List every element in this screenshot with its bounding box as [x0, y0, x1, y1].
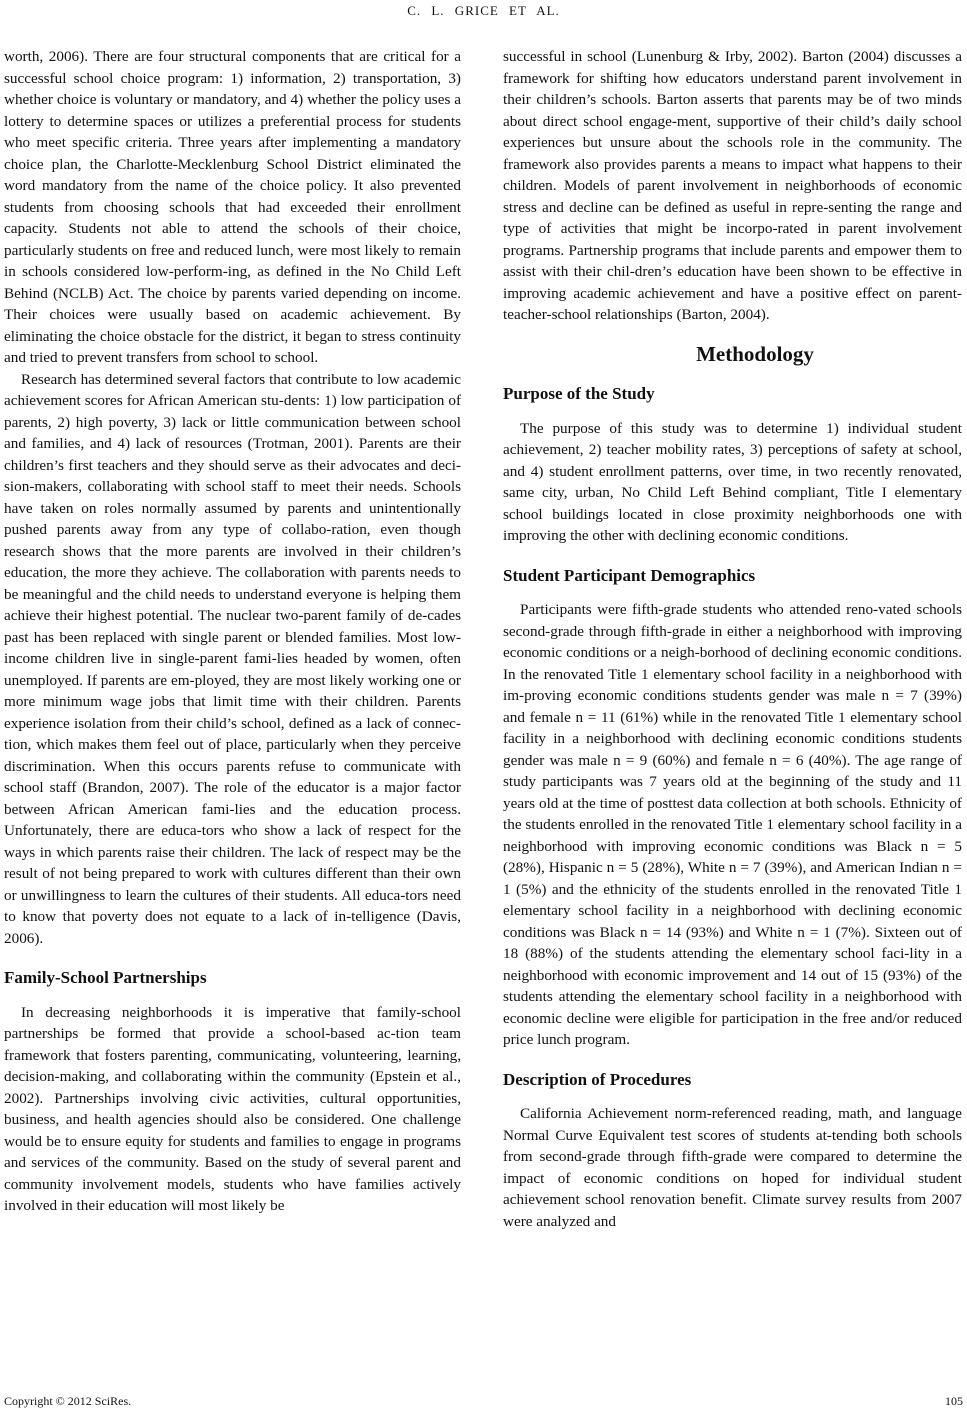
right-column: [503, 46, 962, 1232]
heading-student-demographics: Student Participant Demographics: [503, 565, 756, 585]
left-column: [4, 46, 461, 1217]
heading-methodology: Methodology: [696, 341, 814, 366]
heading-description-of-procedures: Description of Procedures: [503, 1069, 692, 1089]
running-head: C. L. GRICE ET AL.: [407, 3, 560, 18]
heading-family-school-partnerships: Family-School Partnerships: [4, 968, 207, 987]
page-number: 105: [945, 1394, 963, 1408]
heading-purpose-of-study: Purpose of the Study: [503, 384, 655, 403]
right-paragraph-1: successful in school (Lunenburg & Irby, 2002). Barton (2004) discusses a framework for shifting how educators understand parent involvement in their children’s schools. Barton asserts that parents may be of two minds about direct school engage-ment, supportive of their child’s daily school experiences but unsure about the schools role in the community. The framework also provides parents a means to impact what happens to their children. Models of parent involvement in neighborhoods of economic stress and decline can be defined as useful in repre-senting the range and type of activities that might be incorpo-rated in parent involvement programs. Partnership programs that include parents and empower them to assist with their chil-dren’s education have been shown to be effective in improving academic achievement and have a positive effect on parent-teacher-school relationships (Barton, 2004).: [503, 48, 962, 323]
right-paragraph-4: California Achievement norm-referenced reading, math, and language Normal Curve Equivalent test scores of students at-tending both schools from second-grade through fifth-grade were compared to determine the impact of economic conditions on hoped for individual student achievement school renovation benefit. Climate survey results from 2007 were analyzed and: [503, 1105, 962, 1230]
left-paragraph-2: Research has determined several factors that contribute to low academic achievement scores for African American stu-dents: 1) low participation of parents, 2) high poverty, 3) lack or little communication between school and families, and 4) lack of resources (Trotman, 2001). Parents are their children’s first teachers and they should serve as their advocates and deci-sion-makers, collaborating with school staff to meet their needs. Schools have taken on roles normally assumed by parents and unintentionally pushed parents away from any type of collabo-ration, even though research shows that the more parents are involved in their children’s education, the more they achieve. The collaboration with parents needs to be meaningful and the child needs to understand everyone is helping them achieve their highest potential. The nuclear two-parent family of de-cades past has been replaced with single parent or blended families. Most low-income children live in single-parent fami-lies headed by women, often unemployed. If parents are em-ployed, they are most likely working one or more minimum wage jobs that limit time with their children. Parents experience isolation from their child’s school, defined as a lack of connec-tion, which makes them feel out of place, particularly when they perceive discrimination. When this occurs parents refuse to communicate with school staff (Brandon, 2007). The role of the educator is a major factor between African American fami-lies and the education process. Unfortunately, there are educa-tors who show a lack of respect for the ways in which parents raise their children. The lack of respect may be the result of not being prepared to work with cultures different than their own or unwillingness to learn the cultures of their students. All educa-tors need to know that poverty does not equate to a lack of in-telligence (Davis, 2006).: [4, 370, 461, 947]
left-paragraph-3: In decreasing neighborhoods it is imperative that family-school partnerships be formed that provide a school-based ac-tion team framework that fosters parenting, communicating, volunteering, learning, decision-making, and collaborating within the community (Epstein et al., 2002). Partnerships involving civic activities, cultural opportunities, business, and health agencies should also be considered. One challenge would be to ensure equity for students and families to engage in programs and services of the community. Based on the study of several parent and community involvement models, students who have families actively involved in their education will most likely be: [4, 1003, 461, 1214]
right-paragraph-3: Participants were fifth-grade students who attended reno-vated schools second-grade through fifth-grade in either a neighborhood with improving economic conditions or a neigh-borhood of declining economic conditions. In the renovated Title 1 elementary school facility in a neighborhood with im-proving economic conditions students gender was male n = 7 (39%) and female n = 11 (61%) while in the renovated Title 1 elementary school facility in a neighborhood with declining economic conditions students gender was male n = 9 (60%) and female n = 6 (40%). The age range of study participants was 7 years old at the beginning of the study and 11 years old at the time of posttest data collection at both schools. Ethnicity of the students enrolled in the renovated Title 1 elementary school facility in a neighborhood with improving economic conditions was Black n = 5 (28%), Hispanic n = 5 (28%), White n = 7 (39%), and American Indian n = 1 (5%) and the ethnicity of the students enrolled in the renovated Title 1 elementary school facility in a neighborhood with declining economic conditions was Black n = 14 (93%) and White n = 1 (7%). Sixteen out of 18 (88%) of the students attending the elementary school faci-lity in a neighborhood with economic improvement and 14 out of 15 (93%) of the students attending the elementary school facility in a neighborhood with economic decline were eligible for participation in the free and/or reduced price lunch program.: [503, 601, 962, 1048]
left-paragraph-1: worth, 2006). There are four structural components that are critical for a successful school choice program: 1) information, 2) transportation, 3) whether choice is voluntary or mandatory, and 4) whether the policy uses a lottery to determine spaces or utilizes a preferential process for students who meet specific criteria. Three years after implementing a mandatory choice plan, the Charlotte-Mecklenburg School District eliminated the word mandatory from the name of the choice policy. It also prevented students from choosing schools that had exceeded their enrollment capacity. Students not able to attend the schools of their choice, particularly students on free and reduced lunch, were most likely to remain in schools considered low-perform-ing, as defined in the No Child Left Behind (NCLB) Act. The choice by parents varied depending on income. Their choices were usually based on academic achievement. By eliminating the choice obstacle for the district, it began to stress continuity and tried to prevent transfers from school to school.: [4, 48, 461, 366]
right-paragraph-2: The purpose of this study was to determine 1) individual student achievement, 2) teacher mobility rates, 3) perceptions of safety at school, and 4) student enrollment patterns, over time, in two recently renovated, same city, urban, No Child Left Behind compliant, Title I elementary school buildings located in close proximity neighborhoods one with improving the other with declining economic conditions.: [503, 419, 962, 544]
footer-copyright: Copyright © 2012 SciRes.: [4, 1394, 132, 1408]
